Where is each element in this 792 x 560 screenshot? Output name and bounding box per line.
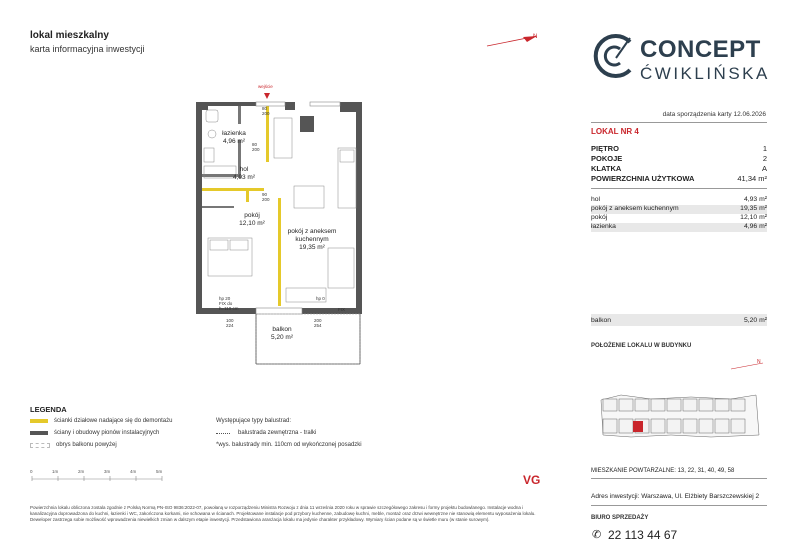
room-label-balcony: balkon 5,20 m² xyxy=(270,326,294,341)
dim-label: hp 0 xyxy=(316,296,325,301)
balcony-row: balkon 5,20 m² xyxy=(591,317,767,324)
repeat-units: MIESZKANIE POWTARZALNE: 13, 22, 31, 40, 49, 58 xyxy=(591,468,735,474)
room-label-living: pokój z aneksem kuchennym 19,35 m² xyxy=(287,228,337,251)
room-label-room: pokój 12,10 m² xyxy=(239,212,265,227)
field-area: POWIERZCHNIA UŻYTKOWA 41,34 m² xyxy=(591,174,767,183)
dim-label: 90 200 xyxy=(262,192,270,202)
scale-3: 3m xyxy=(104,469,111,474)
field-floor: PIĘTRO 1 xyxy=(591,144,767,153)
dim-label: hp 20 FIX do h=110 cm xyxy=(219,296,239,311)
room-row: pokój 12,10 m² xyxy=(591,214,767,221)
balustrade-note: *wys. balustrady min. 110cm od wykończonej posadzki xyxy=(216,442,362,448)
field-rooms: POKOJE 2 xyxy=(591,154,767,163)
dim-label: 80 200 xyxy=(262,106,270,116)
field-staircase: KLATKA A xyxy=(591,164,767,173)
developer-logo: VG xyxy=(523,473,541,487)
scale-5: 5m xyxy=(156,469,163,474)
room-row: łazienka 4,96 m² xyxy=(591,223,767,230)
legend-swatch-outline xyxy=(30,443,50,448)
dim-label: FIX xyxy=(338,307,346,312)
unit-highlight xyxy=(633,421,643,432)
footer-disclaimer: Powierzchnia lokalu obliczona zostala zgodnie z Polską Normą PN-ISO 9836:2022-07, powołaną w rozporządzeniu Ministra Rozwoju z dnia 11 września 2020 roku w sprawie szczegółowego zakresu i formy projektu budowlanego. Instalacje wodna i kanalizacyjna doprowadzona do kuchni, łazienki i WC, zakończona korkami, nie schowana w ścianach. Projektowane instalacje pod przybory kuchenne, zabudowę kuchni, meble, montaż oraz drzwi wewnętrzne nie stanowią elementu wyposażenia lokalu. Deweloper zastrzega sobie możliwość wprowadzenia niewielkich zmian w dalszym etapie inwestycji. Przedstawiona aranżacja lokalu ma jedynie charakter przykładowy. Wymiary ścian podane są w świetle muru (w stanie surowym). xyxy=(30,505,536,522)
svg-text:N: N xyxy=(533,34,538,40)
dim-label: 200 254 xyxy=(314,318,322,328)
room-label-hall: hol 4,93 m² xyxy=(232,166,256,181)
building-location-map xyxy=(591,355,769,455)
scale-0: 0 xyxy=(30,469,33,474)
concept-logo-icon xyxy=(590,32,638,82)
entrance-label: wejście xyxy=(258,84,273,89)
legend-swatch-yellow xyxy=(30,419,48,423)
balustrade-item: balustrada zewnętrzna - tralki xyxy=(216,430,316,436)
legend-swatch-dark xyxy=(30,431,48,435)
brand-subname: ĆWIKLIŃSKA xyxy=(640,64,770,83)
phone-icon: ✆ xyxy=(592,529,602,541)
brand-name: CONCEPT xyxy=(640,36,761,63)
legend-title: LEGENDA xyxy=(30,405,67,414)
north-arrow-icon xyxy=(485,32,545,50)
legend-item: ścianki działowe nadające się do demontażu xyxy=(30,418,172,424)
scale-4: 4m xyxy=(130,469,137,474)
scale-2: 2m xyxy=(78,469,85,474)
sales-title: BIURO SPRZEDAŻY xyxy=(591,515,649,521)
listing-subtitle: karta informacyjna inwestycji xyxy=(30,44,145,54)
divider xyxy=(591,122,767,123)
legend-item: ściany i obudowy pionów instalacyjnych xyxy=(30,430,159,436)
unit-number: LOKAL NR 4 xyxy=(591,127,639,136)
address: Adres inwestycji: Warszawa, Ul. Elżbiety Barszczewskiej 2 xyxy=(591,493,760,500)
balustrade-title: Występujące typy balustrad: xyxy=(216,418,291,424)
card-date: data sporządzenia karty 12.06.2026 xyxy=(662,111,766,118)
legend-item: obrys balkonu powyżej xyxy=(30,442,117,448)
room-row: pokój z aneksem kuchennym 19,35 m² xyxy=(591,205,767,212)
phone-number[interactable]: 22 113 44 67 xyxy=(608,528,678,542)
scale-1: 1m xyxy=(52,469,59,474)
room-row: hol 4,93 m² xyxy=(591,196,767,203)
location-title: POŁOŻENIE LOKALU W BUDYNKU xyxy=(591,343,692,349)
room-label-bathroom: łazienka 4,96 m² xyxy=(222,130,246,145)
dim-label: 100 224 xyxy=(226,318,234,328)
listing-type: lokal mieszkalny xyxy=(30,30,109,41)
balustrade-swatch xyxy=(216,433,230,434)
svg-text:N: N xyxy=(757,359,761,365)
divider xyxy=(591,188,767,189)
dim-label: 80 200 xyxy=(252,142,260,152)
